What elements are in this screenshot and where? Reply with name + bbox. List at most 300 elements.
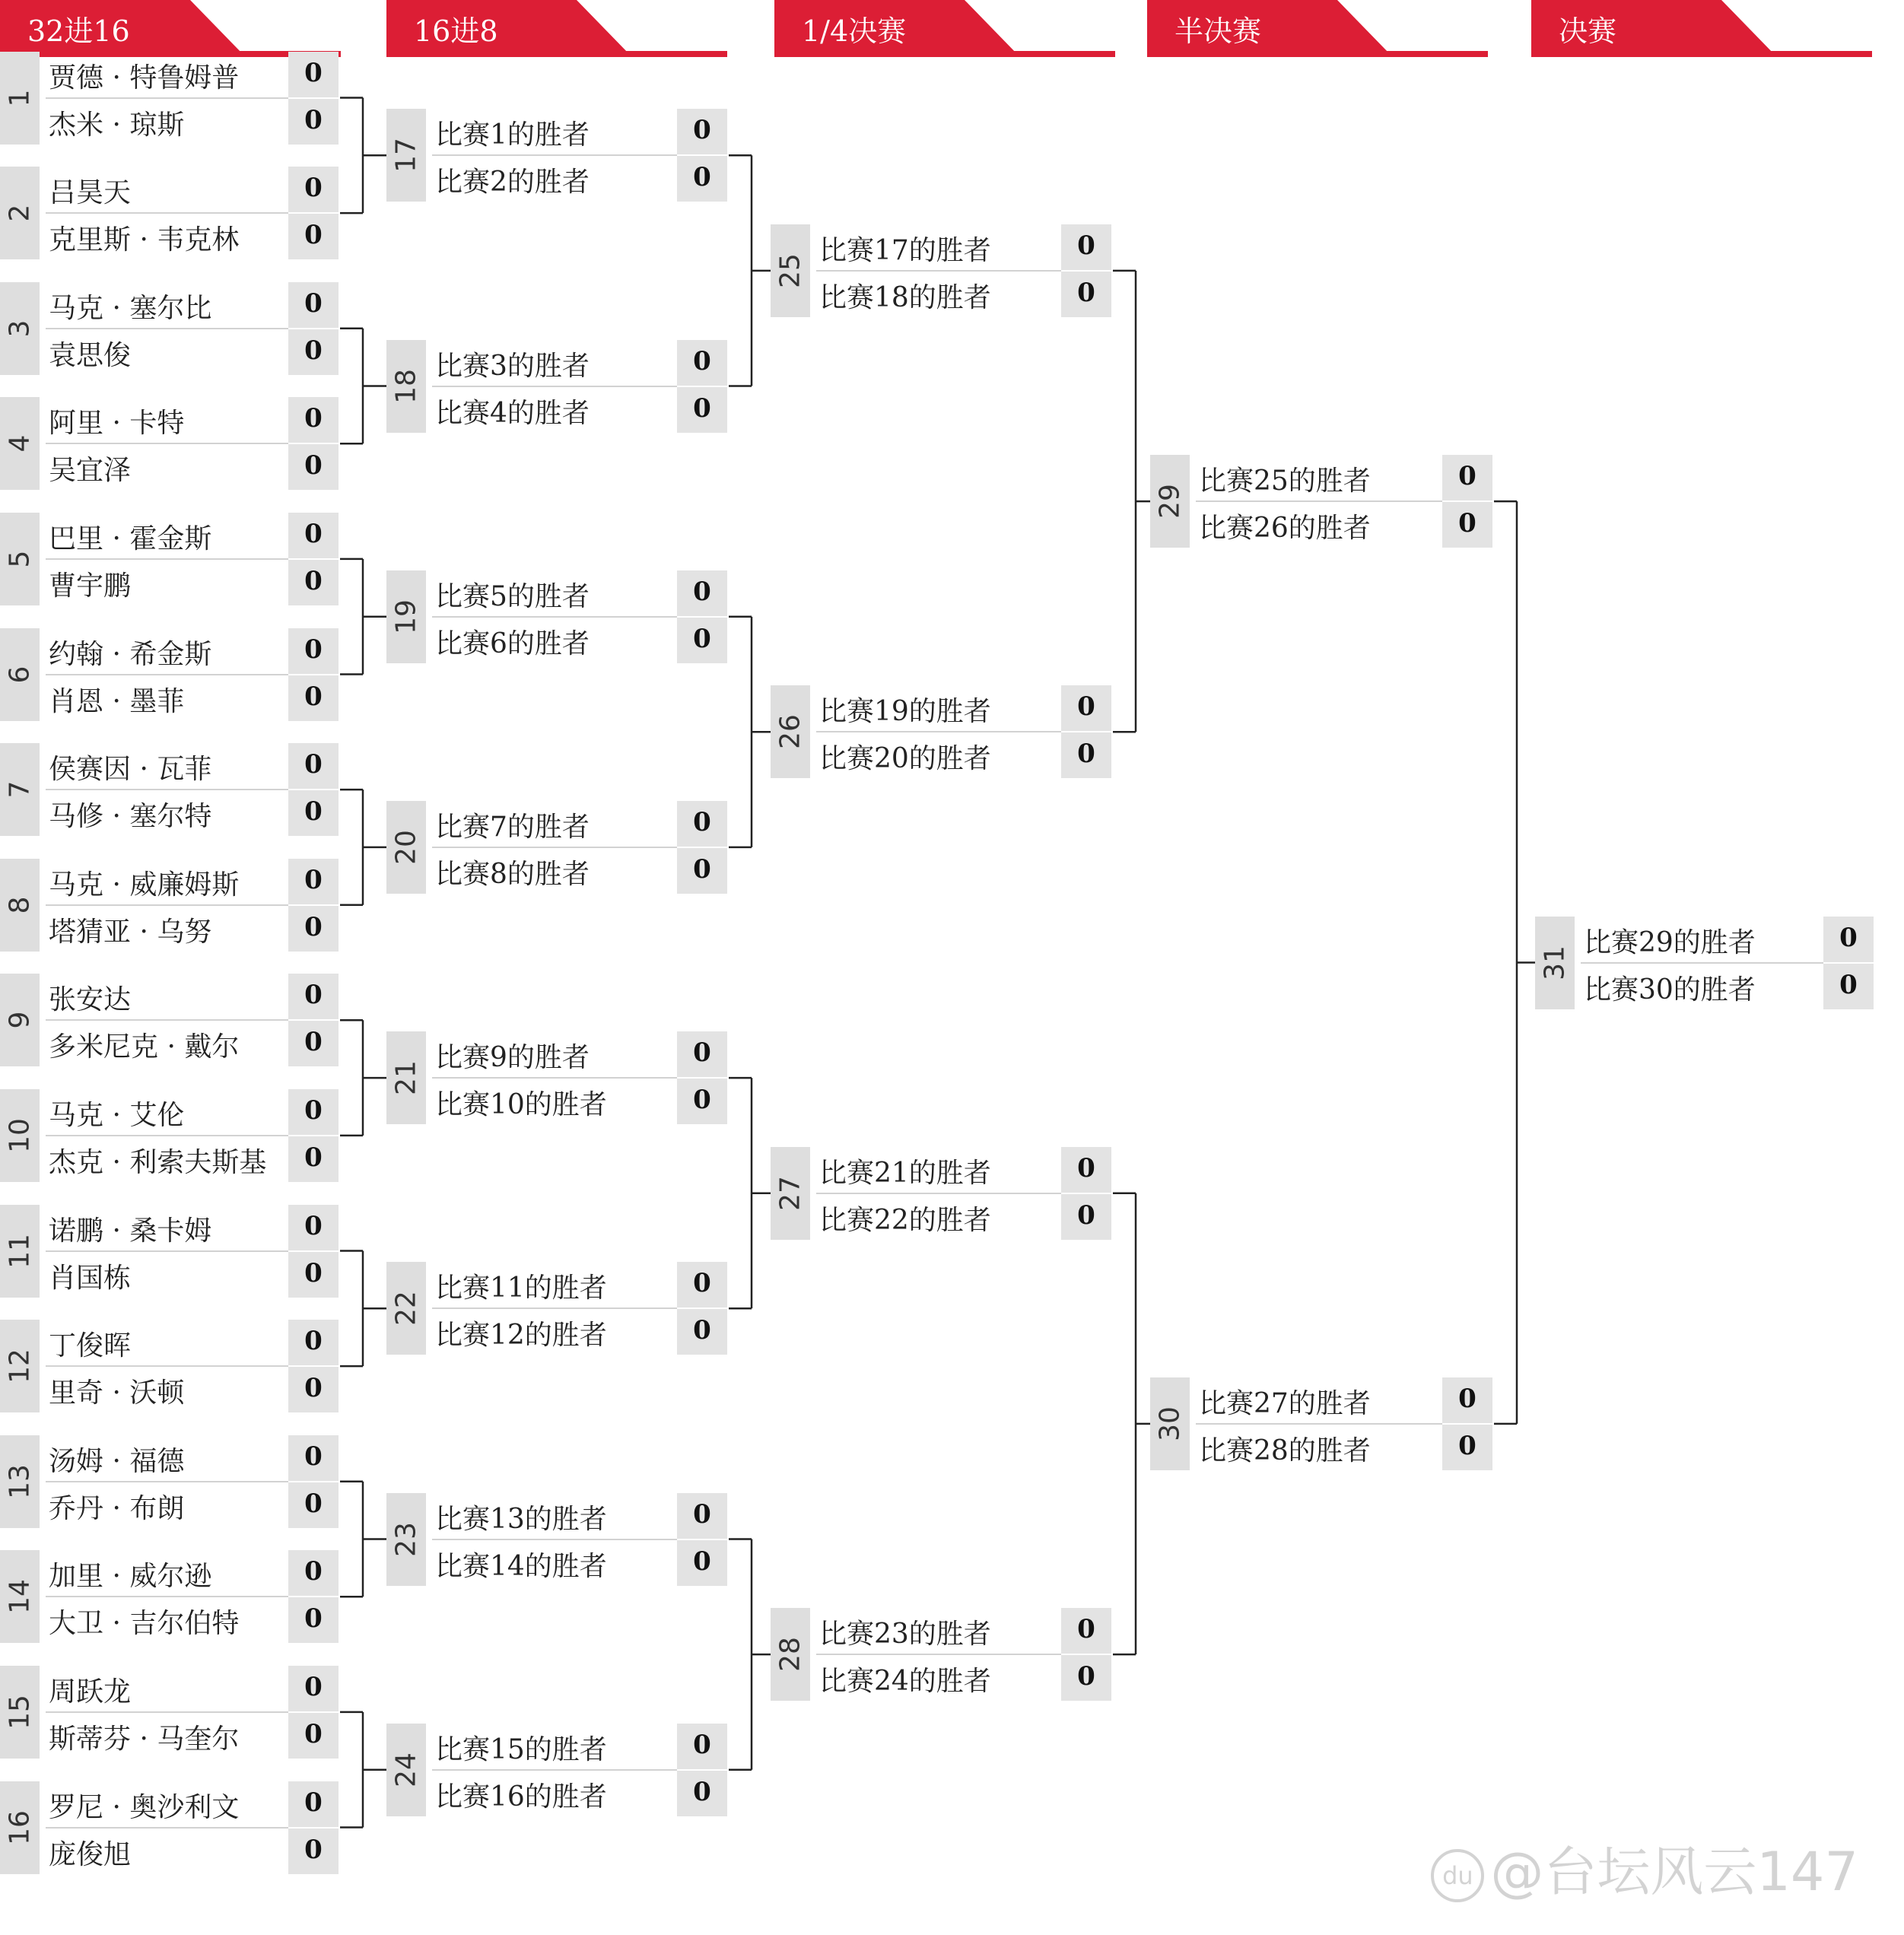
match-27 [771, 1147, 1111, 1240]
player-row[interactable] [46, 1666, 339, 1711]
score-box [677, 1309, 727, 1355]
score-value: 0 [1077, 1199, 1095, 1231]
score-value: 0 [693, 853, 711, 885]
player-name: 肖国栋 [49, 1262, 132, 1294]
score-value: 0 [304, 634, 323, 665]
score-value: 0 [693, 1546, 711, 1577]
score-value: 0 [304, 1326, 323, 1357]
score-box [677, 109, 727, 154]
score-value: 0 [304, 1142, 323, 1173]
player-row[interactable] [432, 1493, 727, 1539]
score-box [1061, 1194, 1111, 1240]
score-value: 0 [1077, 230, 1095, 261]
match-number-text: 17 [390, 138, 422, 173]
match-19 [386, 570, 727, 663]
match-number [1150, 1377, 1190, 1470]
score-value: 0 [1458, 461, 1476, 492]
match-number-text: 5 [4, 550, 36, 568]
player-name: 张安达 [49, 984, 132, 1016]
player-row[interactable] [46, 1550, 339, 1596]
match-number [0, 1435, 40, 1528]
match-24 [386, 1724, 727, 1816]
score-value: 0 [1077, 277, 1095, 308]
match-number [0, 859, 40, 952]
match-number [0, 1320, 40, 1412]
player-row[interactable] [432, 340, 727, 386]
player-row[interactable] [46, 513, 339, 558]
score-value: 0 [693, 345, 711, 377]
match-number-text: 12 [4, 1349, 36, 1384]
player-row[interactable] [46, 1021, 339, 1066]
player-name: 巴里 · 霍金斯 [49, 523, 212, 554]
player-row[interactable] [816, 1147, 1111, 1193]
match-number-text: 21 [390, 1060, 422, 1095]
player-name: 杰米 · 琼斯 [49, 109, 185, 141]
score-box [1823, 917, 1874, 962]
player-row[interactable] [1196, 1377, 1492, 1423]
score-value: 0 [1458, 1430, 1476, 1461]
player-row[interactable] [432, 1079, 727, 1124]
player-name: 肖恩 · 墨菲 [49, 685, 185, 717]
player-name: 马修 · 塞尔特 [49, 801, 212, 833]
match-number [386, 570, 426, 663]
player-name: 袁思俊 [49, 339, 132, 371]
match-25 [771, 224, 1111, 317]
player-row[interactable] [432, 1724, 727, 1769]
score-value: 0 [304, 1373, 323, 1404]
score-value: 0 [304, 518, 323, 549]
match-number [0, 167, 40, 259]
score-value: 0 [1458, 508, 1476, 539]
match-number [386, 1262, 426, 1355]
player-name: 比赛4的胜者 [435, 397, 590, 429]
score-box [288, 1435, 339, 1481]
round-label: 半决赛 [1175, 14, 1262, 48]
player-name: 比赛11的胜者 [435, 1273, 607, 1304]
score-value: 0 [304, 1441, 323, 1472]
match-number [0, 974, 40, 1066]
score-box [288, 628, 339, 674]
score-box [677, 570, 727, 616]
match-number-text: 29 [1154, 484, 1186, 519]
player-row[interactable] [816, 732, 1111, 778]
score-value: 0 [1077, 691, 1095, 723]
score-box [288, 906, 339, 952]
player-name: 杰克 · 利索夫斯基 [49, 1146, 267, 1178]
player-row[interactable] [46, 99, 339, 145]
score-box [1442, 502, 1492, 548]
match-number-text: 13 [4, 1463, 36, 1499]
score-box [288, 1205, 339, 1250]
player-name: 侯赛因 · 瓦菲 [49, 754, 212, 786]
score-box [288, 1021, 339, 1066]
score-box [288, 329, 339, 375]
player-row[interactable] [46, 974, 339, 1019]
score-value: 0 [304, 911, 323, 942]
score-value: 0 [304, 980, 323, 1011]
player-row[interactable] [816, 224, 1111, 270]
player-row[interactable] [1581, 964, 1874, 1009]
score-box [288, 282, 339, 328]
player-row[interactable] [816, 1608, 1111, 1654]
score-value: 0 [693, 1315, 711, 1346]
score-box [677, 1031, 727, 1077]
score-value: 0 [304, 1556, 323, 1587]
player-row[interactable] [46, 1435, 339, 1481]
match-21 [386, 1031, 727, 1124]
score-box [677, 1262, 727, 1307]
player-row[interactable] [46, 743, 339, 789]
match-number-text: 30 [1154, 1406, 1186, 1441]
player-row[interactable] [1196, 502, 1492, 548]
score-value: 0 [304, 1488, 323, 1519]
player-row[interactable] [1581, 917, 1874, 962]
score-box [1442, 1377, 1492, 1423]
player-row[interactable] [46, 1713, 339, 1759]
score-box [288, 99, 339, 145]
player-row[interactable] [46, 906, 339, 952]
match-number-text: 7 [4, 780, 36, 799]
score-value: 0 [1077, 1661, 1095, 1692]
player-name: 庞俊旭 [49, 1838, 132, 1870]
player-row[interactable] [46, 52, 339, 97]
score-value: 0 [693, 1268, 711, 1299]
score-value: 0 [693, 1776, 711, 1807]
player-name: 曹宇鹏 [49, 570, 132, 602]
score-value: 0 [693, 623, 711, 654]
player-row[interactable] [816, 1194, 1111, 1240]
player-name: 比赛13的胜者 [435, 1503, 607, 1535]
player-name: 比赛6的胜者 [435, 628, 590, 659]
score-value: 0 [304, 681, 323, 712]
player-row[interactable] [432, 1540, 727, 1586]
score-box [288, 1320, 339, 1365]
player-name: 汤姆 · 福德 [49, 1445, 185, 1477]
player-name: 比赛23的胜者 [819, 1619, 991, 1651]
player-name: 比赛17的胜者 [819, 234, 991, 266]
player-row[interactable] [432, 1309, 727, 1355]
score-value: 0 [304, 1671, 323, 1702]
player-name: 比赛19的胜者 [819, 696, 991, 728]
player-row[interactable] [432, 1262, 727, 1307]
score-box [288, 1713, 339, 1759]
player-name: 周跃龙 [49, 1676, 132, 1708]
round-label: 16进8 [414, 14, 498, 48]
player-row[interactable] [816, 272, 1111, 317]
player-row[interactable] [432, 1771, 727, 1816]
round-label: 32进16 [27, 14, 130, 48]
player-row[interactable] [46, 1205, 339, 1250]
score-value: 0 [693, 1085, 711, 1116]
paw-logo-icon: du [1431, 1849, 1484, 1902]
match-20 [386, 801, 727, 894]
score-box [288, 1597, 339, 1643]
match-number [386, 1493, 426, 1586]
round-label: 决赛 [1559, 14, 1617, 48]
player-row[interactable] [46, 1829, 339, 1874]
player-name: 比赛12的胜者 [435, 1320, 607, 1352]
match-number-text: 8 [4, 896, 36, 914]
player-name: 乔丹 · 布朗 [49, 1492, 185, 1524]
player-name: 吴宜泽 [49, 455, 132, 487]
score-value: 0 [304, 1718, 323, 1749]
player-row[interactable] [432, 387, 727, 433]
player-name: 比赛26的胜者 [1199, 513, 1371, 545]
match-number [771, 1147, 810, 1240]
score-value: 0 [693, 1037, 711, 1069]
player-row[interactable] [46, 1597, 339, 1643]
score-box [288, 397, 339, 443]
score-box [677, 340, 727, 386]
score-value: 0 [304, 1095, 323, 1126]
match-number [0, 397, 40, 490]
match-number [0, 1205, 40, 1298]
player-name: 斯蒂芬 · 马奎尔 [49, 1723, 240, 1755]
match-3 [0, 282, 339, 375]
player-name: 比赛15的胜者 [435, 1733, 607, 1765]
player-row[interactable] [46, 214, 339, 259]
score-box [1061, 272, 1111, 317]
match-8 [0, 859, 339, 952]
player-name: 多米尼克 · 戴尔 [49, 1031, 240, 1063]
player-row[interactable] [432, 570, 727, 616]
score-box [288, 52, 339, 97]
match-number [0, 1089, 40, 1182]
match-15 [0, 1666, 339, 1759]
match-10 [0, 1089, 339, 1182]
player-name: 比赛14的胜者 [435, 1550, 607, 1582]
player-name: 马克 · 威廉姆斯 [49, 869, 240, 901]
player-name: 加里 · 威尔逊 [49, 1561, 212, 1593]
match-number-text: 4 [4, 434, 36, 453]
score-value: 0 [304, 403, 323, 434]
player-name: 吕昊天 [49, 177, 132, 209]
score-box [677, 1724, 727, 1769]
match-number [0, 513, 40, 605]
player-row[interactable] [432, 848, 727, 894]
player-name: 里奇 · 沃顿 [49, 1377, 185, 1409]
score-value: 0 [1077, 1152, 1095, 1184]
match-1 [0, 52, 339, 145]
score-value: 0 [693, 162, 711, 193]
score-value: 0 [304, 565, 323, 596]
player-name: 比赛7的胜者 [435, 811, 590, 843]
match-number [386, 340, 426, 433]
player-name: 比赛29的胜者 [1584, 926, 1756, 958]
match-17 [386, 109, 727, 202]
match-18 [386, 340, 727, 433]
score-box [288, 513, 339, 558]
score-box [288, 974, 339, 1019]
player-row[interactable] [432, 109, 727, 154]
score-value: 0 [1077, 739, 1095, 770]
player-row[interactable] [46, 1781, 339, 1827]
player-name: 比赛20的胜者 [819, 743, 991, 775]
player-row[interactable] [46, 282, 339, 328]
match-6 [0, 628, 339, 721]
match-number-text: 28 [774, 1637, 806, 1672]
player-row[interactable] [46, 1320, 339, 1365]
match-number-text: 19 [390, 599, 422, 634]
score-box [677, 1540, 727, 1586]
match-number [0, 1550, 40, 1643]
player-name: 约翰 · 希金斯 [49, 638, 212, 670]
match-number [0, 628, 40, 721]
player-row[interactable] [46, 1482, 339, 1528]
score-value: 0 [304, 173, 323, 204]
player-row[interactable] [1196, 455, 1492, 500]
player-name: 比赛9的胜者 [435, 1042, 590, 1074]
score-box [1061, 1608, 1111, 1654]
score-box [288, 1666, 339, 1711]
player-row[interactable] [46, 167, 339, 212]
score-box [288, 790, 339, 836]
match-26 [771, 685, 1111, 778]
player-row[interactable] [46, 1367, 339, 1412]
score-value: 0 [693, 1729, 711, 1760]
score-value: 0 [304, 450, 323, 481]
match-number-text: 3 [4, 319, 36, 338]
player-row[interactable] [46, 397, 339, 443]
player-name: 比赛16的胜者 [435, 1781, 607, 1813]
score-value: 0 [304, 104, 323, 135]
match-13 [0, 1435, 339, 1528]
player-row[interactable] [816, 1655, 1111, 1701]
match-number-text: 27 [774, 1175, 806, 1211]
score-value: 0 [304, 1027, 323, 1058]
score-box [288, 560, 339, 605]
player-row[interactable] [46, 1089, 339, 1135]
score-value: 0 [304, 1603, 323, 1635]
score-box [288, 1252, 339, 1298]
match-16 [0, 1781, 339, 1874]
score-value: 0 [693, 576, 711, 607]
player-name: 塔猜亚 · 乌努 [49, 916, 212, 948]
match-number [771, 685, 810, 778]
score-box [1061, 685, 1111, 731]
score-value: 0 [304, 749, 323, 780]
score-box [288, 1482, 339, 1528]
player-row[interactable] [46, 444, 339, 490]
score-box [288, 1367, 339, 1412]
match-number-text: 24 [390, 1752, 422, 1787]
score-box [288, 675, 339, 721]
player-name: 比赛10的胜者 [435, 1089, 607, 1121]
score-box [1442, 455, 1492, 500]
score-box [677, 156, 727, 202]
player-row[interactable] [46, 1252, 339, 1298]
score-value: 0 [1077, 1614, 1095, 1645]
match-11 [0, 1205, 339, 1298]
score-box [677, 801, 727, 847]
match-number [386, 109, 426, 202]
match-number [0, 52, 40, 145]
score-box [677, 387, 727, 433]
player-row[interactable] [46, 560, 339, 605]
score-box [1823, 964, 1874, 1009]
score-box [677, 618, 727, 663]
match-29 [1150, 455, 1492, 548]
player-row[interactable] [432, 618, 727, 663]
player-row[interactable] [816, 685, 1111, 731]
player-name: 比赛22的胜者 [819, 1204, 991, 1236]
match-number [0, 1781, 40, 1874]
match-number-text: 10 [4, 1117, 36, 1153]
watermark-text: @台坛风云147 [1490, 1841, 1858, 1903]
player-name: 比赛30的胜者 [1584, 974, 1756, 1006]
score-box [288, 444, 339, 490]
player-name: 比赛5的胜者 [435, 580, 590, 612]
watermark [1431, 1829, 1858, 1906]
match-number-text: 1 [4, 89, 36, 106]
score-box [288, 167, 339, 212]
player-name: 大卫 · 吉尔伯特 [49, 1608, 240, 1640]
player-name: 罗尼 · 奥沙利文 [49, 1791, 240, 1823]
score-box [677, 1493, 727, 1539]
match-number-text: 11 [4, 1233, 36, 1269]
player-row[interactable] [1196, 1425, 1492, 1470]
match-number-text: 14 [4, 1579, 36, 1615]
score-box [288, 859, 339, 904]
match-30 [1150, 1377, 1492, 1470]
player-row[interactable] [46, 859, 339, 904]
match-number [0, 743, 40, 836]
player-row[interactable] [46, 675, 339, 721]
score-value: 0 [693, 1498, 711, 1530]
score-value: 0 [304, 1834, 323, 1865]
match-9 [0, 974, 339, 1066]
score-box [288, 1781, 339, 1827]
match-number [386, 1724, 426, 1816]
score-box [677, 1771, 727, 1816]
score-box [1061, 732, 1111, 778]
player-row[interactable] [432, 156, 727, 202]
score-value: 0 [304, 57, 323, 88]
score-value: 0 [1839, 969, 1858, 1000]
match-number-text: 9 [4, 1011, 36, 1029]
player-row[interactable] [432, 801, 727, 847]
match-number-text: 23 [390, 1521, 422, 1557]
match-7 [0, 743, 339, 836]
player-name: 比赛25的胜者 [1199, 465, 1371, 497]
player-name: 马克 · 艾伦 [49, 1099, 185, 1131]
match-2 [0, 167, 339, 259]
player-name: 贾德 · 特鲁姆普 [49, 62, 240, 94]
score-box [288, 1089, 339, 1135]
match-number [1535, 917, 1575, 1009]
score-box [288, 1829, 339, 1874]
player-row[interactable] [46, 329, 339, 375]
player-row[interactable] [46, 790, 339, 836]
score-value: 0 [304, 288, 323, 319]
score-value: 0 [693, 392, 711, 424]
score-box [1061, 1655, 1111, 1701]
score-box [1442, 1425, 1492, 1470]
player-name: 比赛8的胜者 [435, 858, 590, 890]
match-number-text: 18 [390, 368, 422, 404]
player-row[interactable] [432, 1031, 727, 1077]
score-value: 0 [304, 220, 323, 251]
score-value: 0 [304, 796, 323, 828]
match-number-text: 22 [390, 1291, 422, 1327]
player-name: 比赛1的胜者 [435, 119, 590, 151]
score-box [1061, 1147, 1111, 1193]
score-value: 0 [693, 806, 711, 837]
player-row[interactable] [46, 1136, 339, 1182]
score-box [677, 848, 727, 894]
match-number [386, 801, 426, 894]
player-row[interactable] [46, 628, 339, 674]
